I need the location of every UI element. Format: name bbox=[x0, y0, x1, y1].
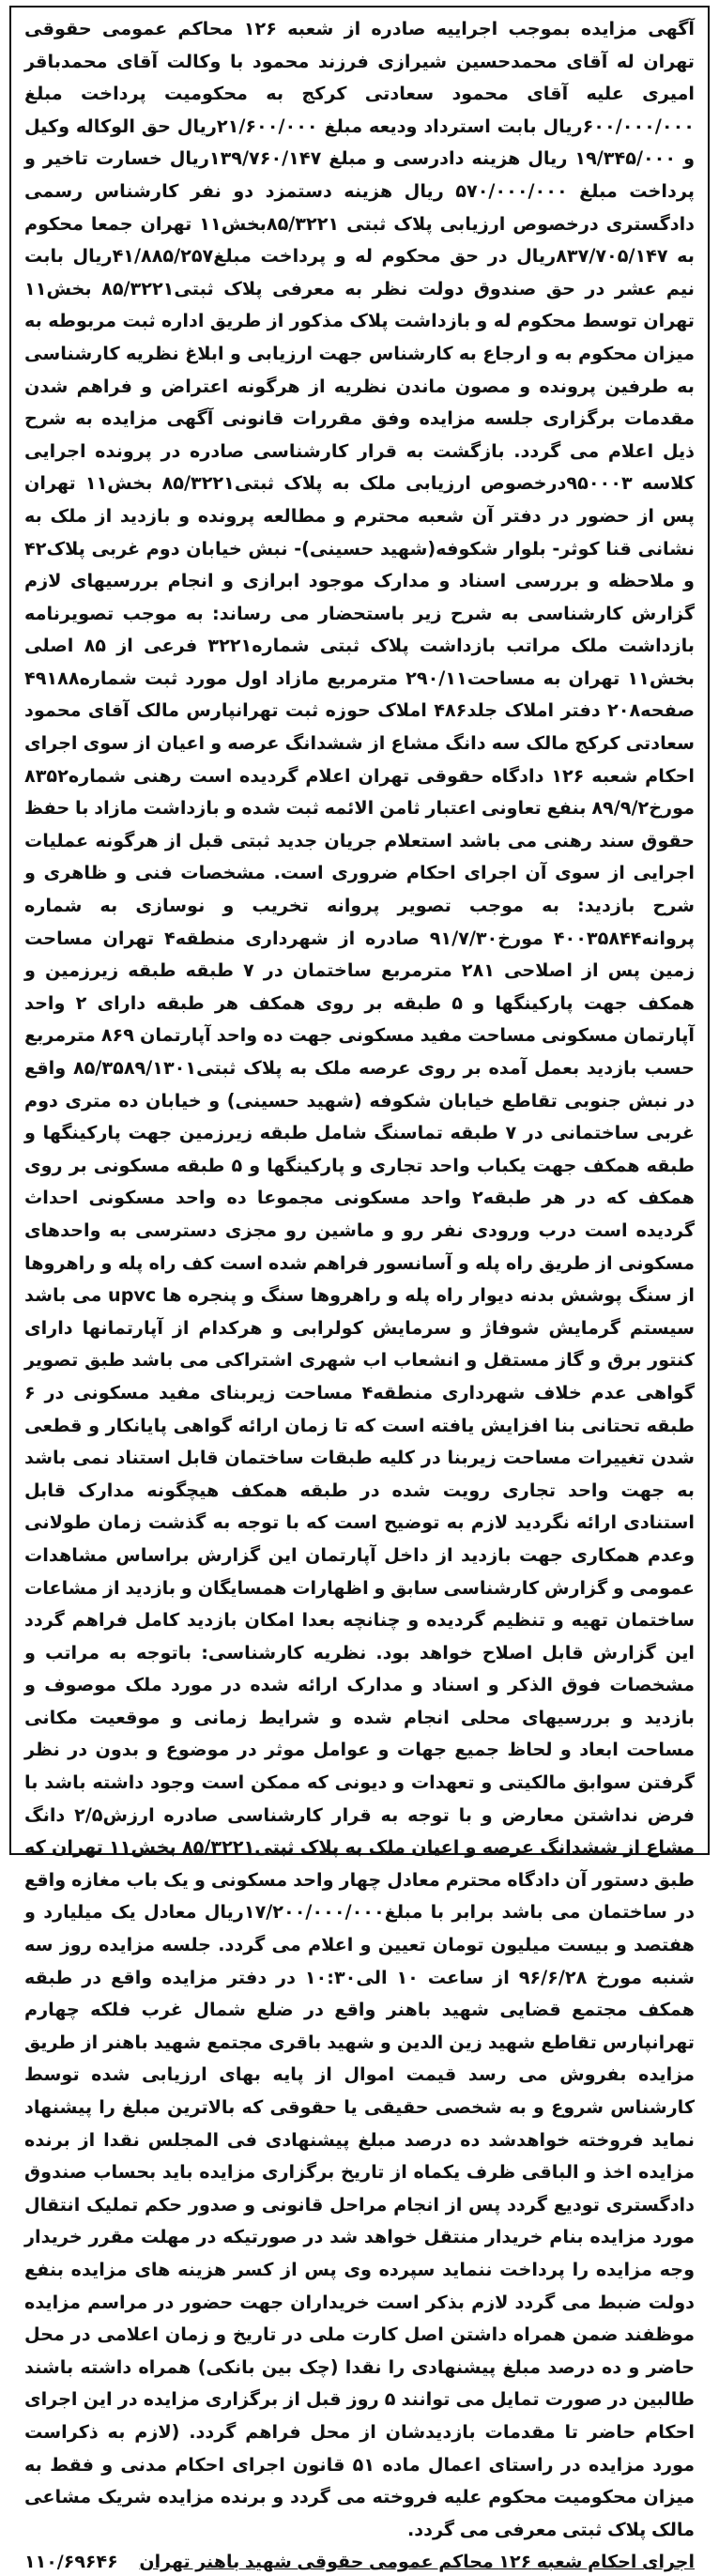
auction-notice bbox=[9, 6, 710, 2573]
reference-number: ۱۱۰/۶۹۶۴۶ bbox=[24, 2552, 118, 2573]
notice-footer bbox=[24, 2548, 695, 2576]
notice-body-text: آگهی مزایده بموجب اجراییه صادره از شعبه ۱۲۶ محاکم عمومی حقوقی تهران له آقای محمدحسین شیرازی فرزند محمود با وکالت آقای محمدباقر امیری علیه آقای محمود سعادتی کرکج به محکومیت پرداخت مبلغ ۶۰۰/۰۰۰/۰۰۰ریال بابت استرداد ودیعه مبلغ ۲۱/۶۰۰/۰۰۰ریال حق الوکاله وکیل و ۱۹/۳۴۵/۰۰۰ ریال هزینه دادرسی و مبلغ ۱۳۹/۷۶۰/۱۴۷ریال خسارت تاخیر و پرداخت مبلغ ۵۷۰/۰۰۰/۰۰۰ ریال هزینه دستمزد دو نفر کارشناس رسمی دادگستری درخصوص ارزیابی پلاک ثبتی ۸۵/۳۲۲۱بخش۱۱ تهران جمعا محکوم به ۸۳۷/۷۰۵/۱۴۷ریال در حق محکوم له و پرداخت مبلغ۴۱/۸۸۵/۲۵۷ریال بابت نیم عشر در حق صندوق دولت نظر به معرفی پلاک ثبتی۸۵/۳۲۲۱ بخش۱۱ تهران توسط محکوم له و بازداشت پلاک مذکور از طریق اداره ثبت مربوطه به میزان محکوم به و ارجاع به کارشناس جهت ارزیابی و ابلاغ نظریه کارشناسی به طرفین پرونده و مصون ماندن نظریه از هرگونه اعتراض و فراهم شدن مقدمات برگزاری جلسه مزایده وفق مقررات قانونی آگهی مزایده به شرح ذیل اعلام می گردد. بازگشت به قرار کارشناسی صادره در پرونده اجرایی کلاسه ۹۵۰۰۰۳درخصوص ارزیابی ملک به پلاک ثبتی۸۵/۳۲۲۱ بخش۱۱ تهران پس از حضور در دفتر آن شعبه محترم و مطالعه پرونده و بازدید از ملک به نشانی قنا کوثر- بلوار شکوفه(شهید حسینی)- نبش خیابان دوم غربی پلاک۴۲ و ملاحظه و بررسی اسناد و مدارک موجود ابرازی و انجام بررسیهای لازم گزارش کارشناسی به شرح زیر باستحضار می رساند: به موجب تصویرنامه بازداشت ملک مراتب بازداشت پلاک ثبتی شماره۳۲۲۱ فرعی از ۸۵ اصلی بخش۱۱ تهران به مساحت۲۹۰/۱۱ مترمربع مازاد اول مورد ثبت شماره۴۹۱۸۸ صفحه۲۰۸ دفتر املاک جلد۴۸۶ املاک حوزه ثبت تهرانپارس مالک آقای محمود سعادتی کرکج مالک سه دانگ مشاع از ششدانگ عرصه و اعیان از سوی اجرای احکام شعبه ۱۲۶ دادگاه حقوقی تهران اعلام گردیده است رهنی شماره۸۳۵۲ مورخ۸۹/۹/۲ بنفع تعاونی اعتبار ثامن الائمه ثبت شده و بازداشت مازاد با حفظ حقوق سند رهنی می باشد استعلام جریان جدید ثبتی قبل از هرگونه عملیات اجرایی از سوی آن اجرای احکام ضروری است. مشخصات فنی و ظاهری و شرح بازدید: به موجب تصویر پروانه تخریب و نوسازی به شماره پروانه۴۰۰۳۵۸۴۴ مورخ۹۱/۷/۳۰ صادره از شهرداری منطقه۴ تهران مساحت زمین پس از اصلاحی ۲۸۱ مترمربع ساختمان در ۷ طبقه طبقه زیرزمین و همکف جهت پارکینگها و ۵ طبقه بر روی همکف هر طبقه دارای ۲ واحد آپارتمان مسکونی مساحت مفید مسکونی جهت ده واحد آپارتمان ۸۶۹ مترمربع حسب بازدید بعمل آمده بر روی عرصه ملک به پلاک ثبتی۸۵/۳۵۸۹/۱۳۰۱ واقع در نبش جنوبی تقاطع خیابان شکوفه (شهید حسینی) و خیابان ده متری دوم غربی ساختمانی در ۷ طبقه تماسنگ شامل طبقه زیرزمین جهت پارکینگها و طبقه همکف جهت یکباب واحد تجاری و پارکینگها و ۵ طبقه مسکونی بر روی همکف که در هر طبقه۲ واحد مسکونی مجموعا ده واحد مسکونی احداث گردیده است درب ورودی نفر رو و ماشین رو مجزی دسترسی به واحدهای مسکونی از طریق راه پله و آسانسور فراهم شده است کف راه پله و راهروها از سنگ پوشش بدنه دیوار راه پله و راهروها سنگ و پنجره ها upvc می باشد سیستم گرمایش شوفاژ و سرمایش کولرابی و هرکدام از آپارتمانها دارای کنتور برق و گاز مستقل و انشعاب اب شهری اشتراکی می باشد طبق تصویر گواهی عدم خلاف شهرداری منطقه۴ مساحت زیربنای مفید مسکونی در ۶ طبقه تحتانی بنا افزایش یافته است که تا زمان ارائه گواهی پایانکار و قطعی شدن تغییرات مساحت زیربنا در کلیه طبقات ساختمان قابل استناد نمی باشد به جهت واحد تجاری رویت شده در طبقه همکف هیچگونه مدارک قابل استنادی ارائه نگردید لازم به توضیح است که با توجه به گذشت زمان طولانی وعدم همکاری جهت بازدید از داخل آپارتمان این گزارش براساس مشاهدات عمومی و گزارش کارشناسی سابق و اظهارات همسایگان و بازدید از مشاعات ساختمان تهیه و تنظیم گردیده و چنانچه بعدا امکان بازدید کامل فراهم گردد این گزارش قابل اصلاح خواهد بود. نظریه کارشناسی: باتوجه به مراتب و مشخصات فوق الذکر و اسناد و مدارک ارائه شده در مورد ملک موصوف و بازدید و بررسیهای محلی انجام شده و شرایط زمانی و موقعیت مکانی مساحت ابعاد و لحاظ جمیع جهات و عوامل موثر در موضوع و بدون در نظر گرفتن سوابق مالکیتی و تعهدات و دیونی که ممکن است وجود داشته باشد با فرض نداشتن معارض و با توجه به قرار کارشناسی صادره ارزش۲/۵ دانگ مشاع از ششدانگ عرصه و اعیان ملک به پلاک ثبتی۸۵/۳۲۲۱ بخش۱۱ تهران که طبق دستور آن دادگاه محترم معادل چهار واحد مسکونی و یک باب مغازه واقع در ساختمان می باشد برابر با مبلغ۱۷/۲۰۰/۰۰۰/۰۰۰ریال معادل یک میلیارد و هفتصد و بیست میلیون تومان تعیین و اعلام می گردد. جلسه مزایده روز سه شنبه مورخ ۹۶/۶/۲۸ از ساعت ۱۰ الی۱۰:۳۰ در دفتر مزایده واقع در طبقه همکف مجتمع قضایی شهید باهنر واقع در ضلع شمال غرب فلکه چهارم تهرانپارس تقاطع شهید زین الدین و شهید باقری مجتمع شهید باهنر از طریق مزایده بفروش می رسد قیمت اموال از پایه بهای ارزیابی شده توسط کارشناس شروع و به شخصی حقیقی یا حقوقی که بالاترین مبلغ را پیشنهاد نماید فروخته خواهدشد ده درصد مبلغ پیشنهادی فی المجلس نقدا از برنده مزایده اخذ و الباقی ظرف یکماه از تاریخ برگزاری مزایده باید بحساب صندوق دادگستری تودیع گردد پس از انجام مراحل قانونی و صدور حکم تملیک انتقال مورد مزایده بنام خریدار منتقل خواهد شد در صورتیکه در مهلت مقرر خریدار وجه مزایده را پرداخت ننماید سپرده وی پس از کسر هزینه های مزایده بنفع دولت ضبط می گردد لازم بذکر است خریداران جهت حضور در مراسم مزایده موظفند ضمن همراه داشتن اصل کارت ملی در تاریخ و زمان اعلامی در محل حاضر و ده درصد مبلغ پیشنهادی را نقدا (چک بین بانکی) همراه داشته باشند طالبین در صورت تمایل می توانند ۵ روز قبل از برگزاری مزایده در این اجرای احکام حاضر تا مقدمات بازدیدشان از محل فراهم گردد. (لازم به ذکراست مورد مزایده در راستای اعمال ماده ۵۱ قانون اجرای احکام مدنی و فقط به میزان محکومیت محکوم علیه فروخته می گردد و برنده مزایده شریک مشاعی مالک پلاک ثبتی معرفی می گردد. bbox=[24, 18, 696, 2540]
issuing-office: اجرای احکام شعبه ۱۲۶ محاکم عمومی حقوقی شهید باهنر تهران bbox=[139, 2552, 695, 2573]
